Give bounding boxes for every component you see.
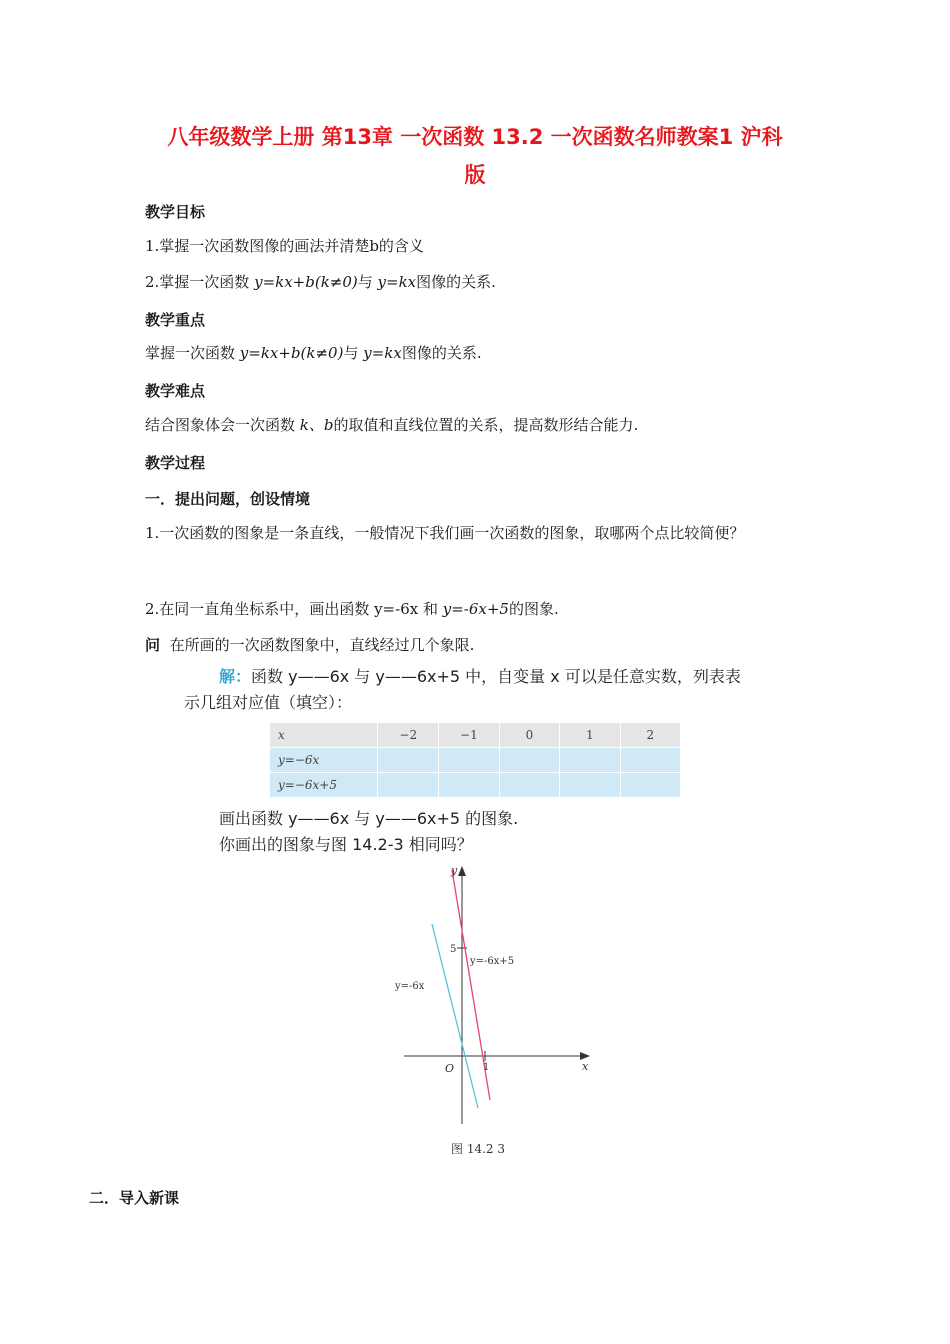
table-blank-cell <box>499 748 559 773</box>
table-blank-cell <box>499 773 559 798</box>
difficulty-heading: 教学难点 <box>145 382 206 400</box>
y-tick-5-label: 5 <box>450 944 457 955</box>
question-1: 1.一次函数的图象是一条直线，一般情况下我们画一次函数的图象，取哪两个点比较简便？ <box>145 524 745 542</box>
goal-2-prefix: 2.掌握一次函数 <box>145 273 255 291</box>
ask-text: 在所画的一次函数图象中，直线经过几个象限. <box>169 636 475 654</box>
table-x-value: 0 <box>499 723 559 748</box>
key-formula: y=kx+b(k≠0) <box>239 344 344 362</box>
table-blank-cell <box>620 748 680 773</box>
y-axis-label: y <box>451 864 458 877</box>
solution-line-1 <box>219 664 741 690</box>
table-x-value: 1 <box>560 723 620 748</box>
difficulty-text <box>145 414 638 436</box>
x-axis-label: x <box>582 1060 589 1073</box>
x-tick-1-label: 1 <box>483 1062 490 1073</box>
table-header-x: x <box>270 723 378 748</box>
table-x-value: −2 <box>378 723 439 748</box>
x-axis-arrow <box>580 1052 590 1060</box>
line-2-label: y=-6x+5 <box>470 956 515 967</box>
title-line-2: 版 <box>464 163 486 187</box>
key-points-heading: 教学重点 <box>145 311 206 329</box>
difficulty-suffix: 的取值和直线位置的关系，提高数形结合能力. <box>333 416 639 434</box>
difficulty-vars: k、b <box>299 416 334 434</box>
table-row <box>270 773 681 798</box>
key-mid: 与 <box>343 344 364 362</box>
difficulty-prefix: 结合图象体会一次函数 <box>145 416 300 434</box>
goal-1: 1.掌握一次函数图像的画法并清楚b的含义 <box>145 237 424 255</box>
question-2-formula: y=-6x+5 <box>442 600 509 618</box>
process-heading: 教学过程 <box>145 454 206 472</box>
ask-line <box>145 634 474 656</box>
function-graph <box>380 862 600 1132</box>
line-1-label: y=-6x <box>395 981 425 992</box>
key-point-text <box>145 342 482 364</box>
key-prefix: 掌握一次函数 <box>145 344 240 362</box>
table-x-value: 2 <box>620 723 680 748</box>
solution-line-1-text: 函数 y——6x 与 y——6x+5 中，自变量 x 可以是任意实数，列表表 <box>251 667 741 686</box>
goals-heading: 教学目标 <box>145 203 206 221</box>
table-blank-cell <box>560 773 620 798</box>
origin-label: O <box>445 1062 455 1075</box>
table-x-value: −1 <box>439 723 500 748</box>
key-suffix: 图像的关系. <box>401 344 482 362</box>
goal-2-formula-2: y=kx <box>377 273 417 291</box>
table-row-label: y=−6x <box>270 748 378 773</box>
page-title <box>120 118 830 194</box>
table-blank-cell <box>439 773 500 798</box>
goal-2-suffix: 图像的关系. <box>416 273 496 291</box>
figure-caption: 图 14.2 3 <box>451 1142 505 1156</box>
table-header-row <box>270 723 681 748</box>
table-row <box>270 748 681 773</box>
title-line-1: 八年级数学上册 第13章 一次函数 13.2 一次函数名师教案1 沪科 <box>167 125 783 149</box>
goal-2 <box>145 271 496 293</box>
part-1-heading: 一．提出问题，创设情境 <box>145 490 311 508</box>
table-blank-cell <box>378 773 439 798</box>
question-2-prefix: 2.在同一直角坐标系中，画出函数 y=-6x 和 <box>145 600 443 618</box>
table-blank-cell <box>560 748 620 773</box>
value-table <box>269 722 681 798</box>
solution-label: 解： <box>219 667 252 686</box>
compare-question: 你画出的图象与图 14.2-3 相同吗？ <box>219 835 473 854</box>
part-2-heading: 二．导入新课 <box>89 1189 180 1207</box>
table-blank-cell <box>378 748 439 773</box>
solution-line-2: 示几组对应值（填空）： <box>184 693 353 712</box>
table-row-label: y=−6x+5 <box>270 773 378 798</box>
question-2-suffix: 的图象. <box>508 600 559 618</box>
goal-2-mid: 与 <box>357 273 378 291</box>
table-blank-cell <box>439 748 500 773</box>
draw-instruction: 画出函数 y——6x 与 y——6x+5 的图象. <box>219 809 519 828</box>
ask-label: 问 <box>145 636 161 654</box>
question-2 <box>145 598 559 620</box>
goal-2-formula: y=kx+b(k≠0) <box>254 273 358 291</box>
key-formula-2: y=kx <box>363 344 402 362</box>
table-blank-cell <box>620 773 680 798</box>
y-axis-arrow <box>458 866 466 876</box>
